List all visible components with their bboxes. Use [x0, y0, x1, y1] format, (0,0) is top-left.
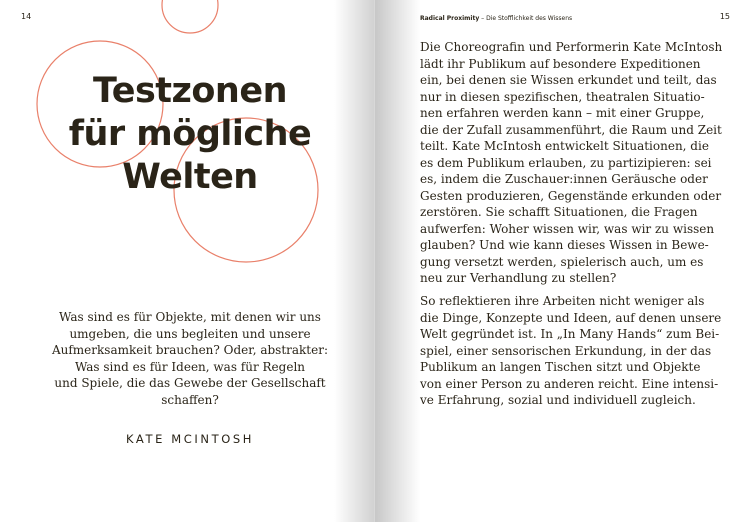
title-line: Welten [122, 157, 258, 197]
circle-top [162, 0, 218, 33]
text-line: es dem Publikum erlauben, zu partizipieren: sei [420, 155, 712, 170]
text-line: aufwerfen: Woher wissen wir, was wir zu wissen [420, 221, 715, 236]
text-line: neu zur Verhandlung zu stellen? [420, 271, 617, 285]
text-line: nen erfahren werden kann – mit einer Gruppe, [420, 106, 705, 120]
text-line: spiel, einer sensorischen Erkundung, in der das [420, 343, 712, 358]
text-line: Die Choreografin und Performerin Kate McIntosh [420, 40, 723, 54]
intro-line: Aufmerksamkeit brauchen? Oder, abstrakter: [51, 343, 329, 357]
text-line: von einer Person zu anderen reicht. Eine intensi- [420, 376, 719, 391]
intro-line: umgeben, die uns begleiten und unsere [69, 326, 311, 341]
left-page [0, 0, 374, 522]
text-line: ein, bei denen sie Wissen erkundet und teilt, das [420, 73, 717, 87]
text-line: lädt ihr Publikum auf besondere Expeditionen [420, 56, 701, 71]
author-name: KATE MCINTOSH [125, 432, 255, 446]
text-line: Welt gegründet ist. In „In Many Hands“ zum Bei- [420, 327, 720, 341]
text-line: teilt. Kate McIntosh entwickelt Situationen, die [420, 139, 709, 153]
text-line: gung versetzt werden, spielerisch auch, um es [420, 254, 704, 269]
text-line: Gesten produzieren, Gegenstände erkunden oder [420, 188, 722, 203]
page-title [40, 70, 340, 199]
text-line: es, indem die Zuschauer:innen Geräusche oder [420, 172, 708, 186]
intro-text [30, 309, 350, 408]
intro-line: schaffen? [161, 392, 219, 407]
running-header-separator: – [479, 15, 487, 22]
body-paragraph-2 [420, 293, 740, 409]
text-line: glauben? Und wie kann dieses Wissen in Bewe- [420, 238, 709, 252]
text-line: ve Erfahrung, sozial und individuell zugleich. [420, 393, 696, 407]
page-number-right: 15 [719, 12, 730, 21]
title-line: Testzonen [92, 71, 287, 111]
intro-line: und Spiele, die das Gewebe der Gesellschaft [54, 376, 326, 390]
intro-line: Was sind es für Ideen, was für Regeln [74, 359, 306, 374]
title-line: für mögliche [68, 114, 312, 154]
text-line: zerstören. Sie schafft Situationen, die Fragen [420, 205, 698, 219]
text-line: die der Zufall zusammenführt, die Raum und Zeit [420, 122, 722, 137]
page-number-left: 14 [21, 12, 32, 21]
gutter-shadow [375, 0, 420, 522]
text-line: Publikum an langen Tischen sitzt und Objekte [420, 360, 701, 374]
text-line: die Dinge, Konzepte und Ideen, auf denen unsere [420, 310, 722, 325]
running-header-book: Radical Proximity [420, 15, 480, 22]
intro-line: Was sind es für Objekte, mit denen wir uns [59, 310, 321, 324]
text-line: nur in diesen spezifischen, theatralen Situatio- [420, 89, 705, 104]
running-header [420, 15, 572, 22]
text-line: So reflektieren ihre Arbeiten nicht weniger als [420, 294, 705, 308]
body-paragraph-1 [420, 39, 740, 287]
running-header-chapter: Die Stofflichkeit des Wissens [486, 15, 573, 22]
